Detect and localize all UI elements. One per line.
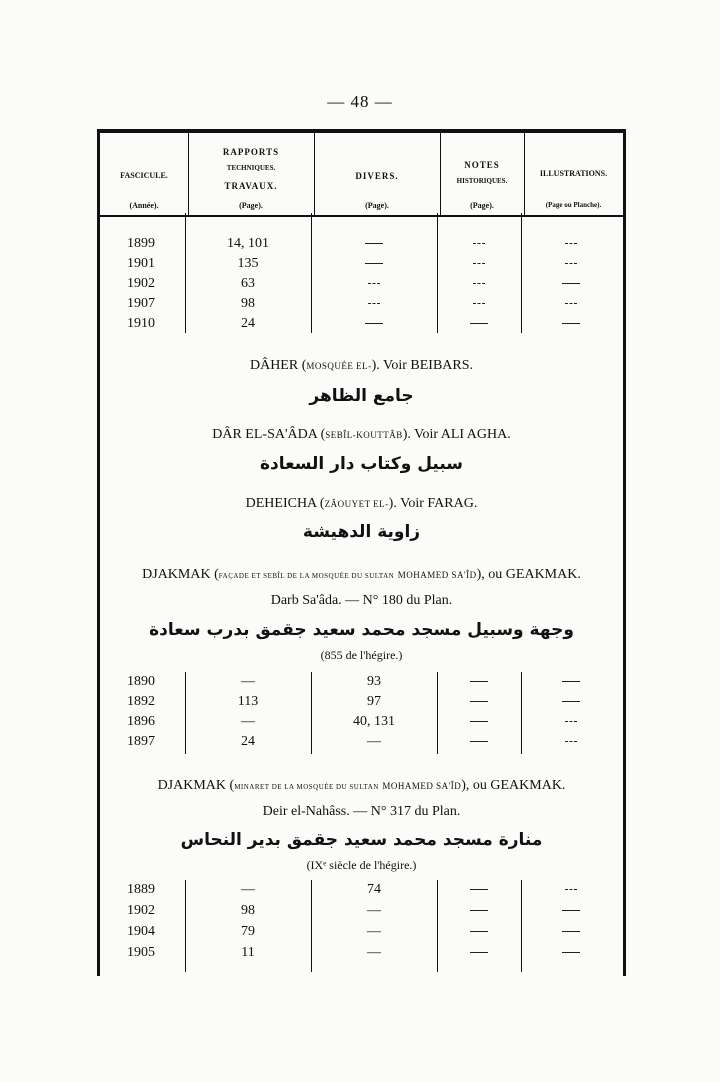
year-cell: 1889 [127, 882, 155, 897]
table-row [97, 236, 620, 256]
see-reference: Voir FARAG. [400, 496, 478, 511]
table-row [97, 924, 620, 944]
table-row [97, 276, 620, 296]
entry-name: MOHAMED SA'ÎD [397, 570, 477, 580]
divers-cell: — [367, 903, 381, 918]
arabic-daher: جامع الظاهر [309, 386, 414, 406]
entry-dar [97, 427, 626, 443]
arabic-djakmak-minaret: منارة مسجد محمد سعيد جقمق بدير النحاس [180, 830, 543, 850]
year-cell: 1907 [127, 296, 155, 311]
entry-subtitle: MOSQUÉE EL- [306, 361, 372, 371]
entry-title: DEHEICHA [245, 496, 317, 511]
header-illustrations-sub: (Page ou Planche). [545, 201, 602, 209]
entry-subtitle: SEBÎL-KOUTTÂB [325, 430, 403, 440]
rapports-cell: 11 [241, 945, 255, 960]
table-header [100, 133, 623, 217]
arabic-djakmak-facade: وجهة وسبيل مسجد محمد سعيد جقمق بدرب سعادة [149, 620, 574, 640]
table-row [97, 882, 620, 902]
header-fascicule-sub: (Année). [129, 201, 159, 210]
rapports-cell: 63 [241, 276, 255, 291]
header-fascicule-label: FASCICULE. [120, 171, 168, 180]
see-reference: Voir BEIBARS. [383, 358, 474, 373]
table-row [97, 256, 620, 276]
arabic-deheicha: زاوية الدهيشة [302, 522, 421, 542]
header-rapports-line3: TRAVAUX. [224, 181, 278, 191]
date-djakmak-facade: (855 de l'hégire.) [320, 648, 403, 662]
paren: ), [476, 567, 485, 582]
paren: ( [214, 567, 219, 582]
header-notes [440, 133, 524, 215]
rapports-cell: — [241, 714, 255, 729]
rapports-cell: 113 [237, 694, 259, 709]
year-cell: 1892 [127, 694, 155, 709]
table-row [97, 734, 620, 754]
paren: ). [402, 427, 411, 442]
year-cell: 1897 [127, 734, 155, 749]
date-djakmak-minaret: (IXᵉ siècle de l'hégire.) [306, 858, 417, 872]
divers-cell: 74 [367, 882, 381, 897]
divers-cell: — [367, 734, 381, 749]
header-notes-sub: (Page). [470, 201, 494, 210]
year-cell: 1904 [127, 924, 155, 939]
location-djakmak-facade: Darb Sa'âda. — N° 180 du Plan. [270, 593, 453, 608]
arabic-dar: سبيل وكتاب دار السعادة [260, 454, 463, 474]
entry-daher [97, 358, 626, 374]
entry-title: DÂR EL-SA'ÂDA [212, 427, 318, 442]
year-cell: 1910 [127, 316, 155, 331]
header-illustrations-label: ILLUSTRATIONS. [539, 169, 608, 178]
entry-subtitle: MINARET DE LA MOSQUÉE DU SULTAN [234, 783, 379, 791]
paren: ). [388, 496, 397, 511]
entry-title: DJAKMAK [157, 778, 227, 793]
rapports-cell: 14, 101 [227, 236, 269, 251]
year-cell: 1890 [127, 674, 155, 689]
entry-alias: ou GEAKMAK. [488, 567, 581, 582]
table-row [97, 694, 620, 714]
header-notes-line1: NOTES [464, 160, 500, 170]
header-divers [314, 133, 440, 215]
paren: ( [320, 427, 326, 442]
entry-deheicha [97, 496, 626, 512]
year-cell: 1902 [127, 276, 155, 291]
header-divers-sub: (Page). [365, 201, 389, 210]
paren: ( [229, 778, 235, 793]
paren: ( [319, 496, 325, 511]
rapports-cell: — [241, 674, 255, 689]
year-cell: 1905 [127, 945, 155, 960]
page-number: — 48 — [327, 92, 393, 111]
divers-cell: — [367, 945, 381, 960]
rapports-cell: 98 [241, 903, 255, 918]
year-cell: 1902 [127, 903, 155, 918]
rapports-cell: 98 [241, 296, 255, 311]
paren: ), [461, 778, 470, 793]
table-row [97, 296, 620, 316]
year-cell: 1896 [127, 714, 155, 729]
divers-cell: — [367, 924, 381, 939]
entry-title: DJAKMAK [142, 567, 211, 582]
table-row [97, 674, 620, 694]
location-djakmak-minaret: Deir el-Nahâss. — N° 317 du Plan. [262, 804, 461, 819]
entry-djakmak-facade [97, 567, 626, 583]
rapports-cell: — [241, 882, 255, 897]
header-rapports-line1: RAPPORTS [222, 147, 280, 157]
entry-djakmak-minaret [97, 778, 626, 794]
divers-cell: 40, 131 [353, 714, 395, 729]
entry-title: DÂHER [249, 358, 299, 373]
divers-cell: 97 [367, 694, 381, 709]
divers-cell: 93 [367, 674, 381, 689]
header-rapports-line2: TECHNIQUES. [226, 164, 276, 172]
entry-alias: ou GEAKMAK. [472, 778, 566, 793]
year-cell: 1899 [127, 236, 155, 251]
header-fascicule [100, 133, 188, 215]
rapports-cell: 79 [241, 924, 255, 939]
header-notes-line2: HISTORIQUES. [456, 177, 508, 185]
table-row [97, 903, 620, 923]
entry-subtitle: ZÂOUYET EL- [324, 499, 389, 509]
table-row [97, 945, 620, 965]
header-rapports [188, 133, 314, 215]
rapports-cell: 135 [237, 256, 259, 271]
entry-name: MOHAMED SA'ÎD [382, 781, 462, 791]
entry-subtitle: FAÇADE ET SEBÎL DE LA MOSQUÉE DU SULTAN [218, 572, 395, 580]
paren: ( [301, 358, 307, 373]
header-divers-label: DIVERS. [355, 171, 399, 181]
table-row [97, 316, 620, 336]
year-cell: 1901 [127, 256, 155, 271]
see-reference: Voir ALI AGHA. [414, 427, 511, 442]
rapports-cell: 24 [241, 316, 255, 331]
table-row [97, 714, 620, 734]
rapports-cell: 24 [241, 734, 255, 749]
header-rapports-sub: (Page). [239, 201, 263, 210]
paren: ). [371, 358, 380, 373]
header-illustrations [524, 133, 623, 215]
